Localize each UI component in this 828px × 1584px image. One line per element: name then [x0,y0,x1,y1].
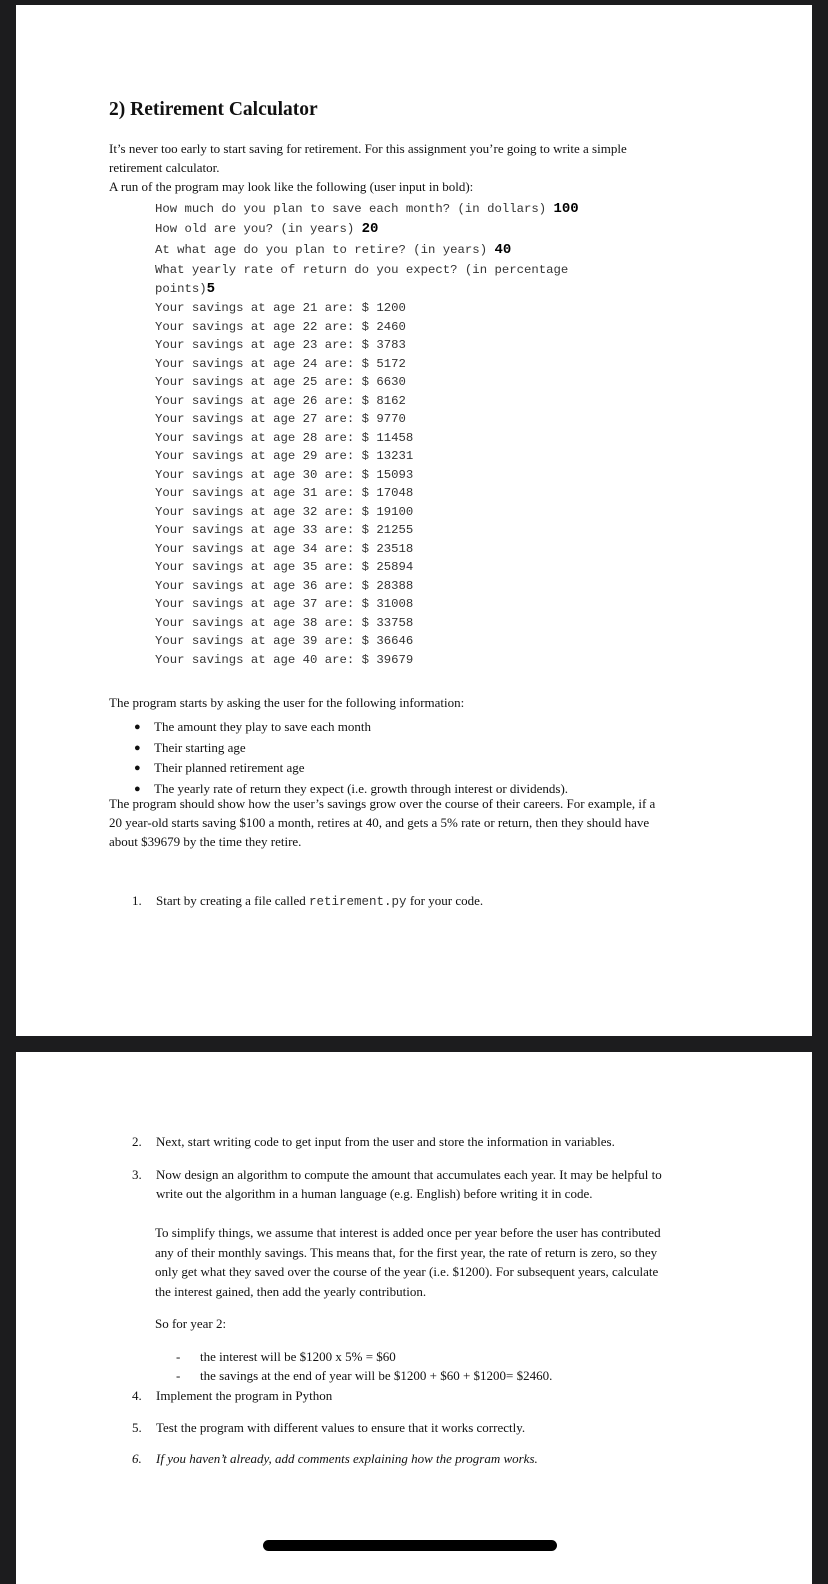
prompt-text: What yearly rate of return do you expect? (in percentage [155,263,569,277]
bullet-text: Their planned retirement age [154,760,305,775]
explain-line: about $39679 by the time they retire. [109,834,302,849]
explanation-paragraph [109,794,655,851]
simplify-paragraph [155,1223,715,1301]
intro-line: It’s never too early to start saving for retirement. For this assignment you’re going to write a simple [109,141,627,156]
bullet-text: Their starting age [154,739,246,755]
savings-line: Your savings at age 26 are: $ 8162 [155,393,406,408]
console-prompt-line [155,240,579,261]
savings-line: Your savings at age 21 are: $ 1200 [155,301,406,315]
filename-code: retirement.py [309,895,407,909]
user-input: 20 [361,221,379,237]
savings-line: Your savings at age 24 are: $ 5172 [155,356,406,371]
savings-line: Your savings at age 34 are: $ 23518 [155,541,414,556]
user-input: 5 [206,281,216,297]
simplify-line: the interest gained, then add the yearly contribution. [155,1283,427,1299]
savings-line: Your savings at age 33 are: $ 21255 [155,523,414,537]
savings-line: Your savings at age 39 are: $ 36646 [155,634,414,648]
year2-item-text: the savings at the end of year will be $1200 + $60 + $1200= $2460. [200,1368,553,1383]
savings-line: Your savings at age 36 are: $ 28388 [155,578,414,593]
home-indicator[interactable] [263,1540,557,1551]
savings-line: Your savings at age 28 are: $ 11458 [155,430,414,445]
savings-line: Your savings at age 29 are: $ 13231 [155,449,414,463]
savings-line: Your savings at age 38 are: $ 33758 [155,615,414,630]
savings-line: Your savings at age 27 are: $ 9770 [155,412,406,426]
sample-console-output [155,200,579,669]
bullet-text: The amount they play to save each month [154,719,371,734]
list-item [129,738,568,759]
dash-marker: - [176,1368,181,1383]
prompt-text: points) [155,282,207,296]
step-number: 5. [132,1420,142,1435]
prompt-text: At what age do you plan to retire? (in years) [155,243,495,257]
step-text: If you haven’t already, add comments explaining how the program works. [156,1451,538,1466]
step-text-line: Now design an algorithm to compute the amount that accumulates each year. It may be helpful to [156,1167,662,1182]
step-text: Test the program with different values to ensure that it works correctly. [156,1420,526,1435]
savings-line: Your savings at age 35 are: $ 25894 [155,560,414,574]
savings-line: Your savings at age 32 are: $ 19100 [155,504,414,519]
info-bullet-list [129,717,568,799]
page-title: 2) Retirement Calculator [109,99,318,120]
list-item [129,758,568,779]
savings-line: Your savings at age 23 are: $ 3783 [155,338,406,352]
step-number: 6. [132,1451,142,1466]
explain-line: 20 year-old starts saving $100 a month, retires at 40, and gets a 5% rate or return, then they should have [109,815,650,830]
savings-line: Your savings at age 25 are: $ 6630 [155,375,406,389]
console-prompt-line [155,219,579,240]
step-text: Next, start writing code to get input from the user and store the information in variables. [156,1134,615,1149]
info-intro: The program starts by asking the user for the following information: [109,695,465,710]
savings-line: Your savings at age 22 are: $ 2460 [155,319,406,334]
savings-line: Your savings at age 37 are: $ 31008 [155,597,414,611]
intro-line: retirement calculator. [109,160,220,175]
intro-line: A run of the program may look like the following (user input in bold): [109,179,474,194]
bullet-icon: ● [134,762,141,774]
bullet-icon: ● [134,741,141,754]
step-text-before: Start by creating a file called [156,893,310,908]
dash-marker: - [176,1349,181,1364]
savings-line: Your savings at age 30 are: $ 15093 [155,467,414,482]
bullet-text: The yearly rate of return they expect (i.e. growth through interest or dividends). [154,780,569,796]
prompt-text: How old are you? (in years) [155,222,362,236]
step-text [156,891,483,912]
explain-line: The program should show how the user’s savings grow over the course of their careers. For example, if a [109,796,656,811]
step-number: 3. [132,1167,142,1182]
intro-paragraph [109,139,627,196]
user-input: 40 [494,242,512,258]
list-item [129,717,568,738]
step-text-line: write out the algorithm in a human language (e.g. English) before writing it in code. [156,1186,593,1201]
simplify-line: To simplify things, we assume that interest is added once per year before the user has contributed [155,1225,661,1240]
document-page-2 [16,1052,812,1584]
console-prompt-line [155,261,579,280]
savings-line: Your savings at age 40 are: $ 39679 [155,652,414,667]
document-page-1 [16,5,812,1036]
console-prompt-line [155,280,579,299]
step-number: 4. [132,1388,142,1403]
prompt-text: How much do you plan to save each month? (in dollars) [155,202,554,216]
bullet-icon: ● [134,782,141,795]
simplify-line: only get what they saved over the course of the year (i.e. $1200). For subsequent years, calculate [155,1264,659,1279]
console-prompt-line [155,200,579,219]
user-input: 100 [553,201,579,217]
savings-line: Your savings at age 31 are: $ 17048 [155,486,414,500]
step-text: Implement the program in Python [156,1388,333,1403]
bullet-icon: ● [134,721,141,733]
savings-output [155,299,579,669]
year2-item-text: the interest will be $1200 x 5% = $60 [200,1349,396,1364]
year2-label: So for year 2: [155,1316,227,1331]
step-number: 1. [132,893,142,908]
step-text-after: for your code. [406,893,484,908]
step-number: 2. [132,1134,142,1149]
simplify-line: any of their monthly savings. This means that, for the first year, the rate of return is zero, so they [155,1244,658,1260]
